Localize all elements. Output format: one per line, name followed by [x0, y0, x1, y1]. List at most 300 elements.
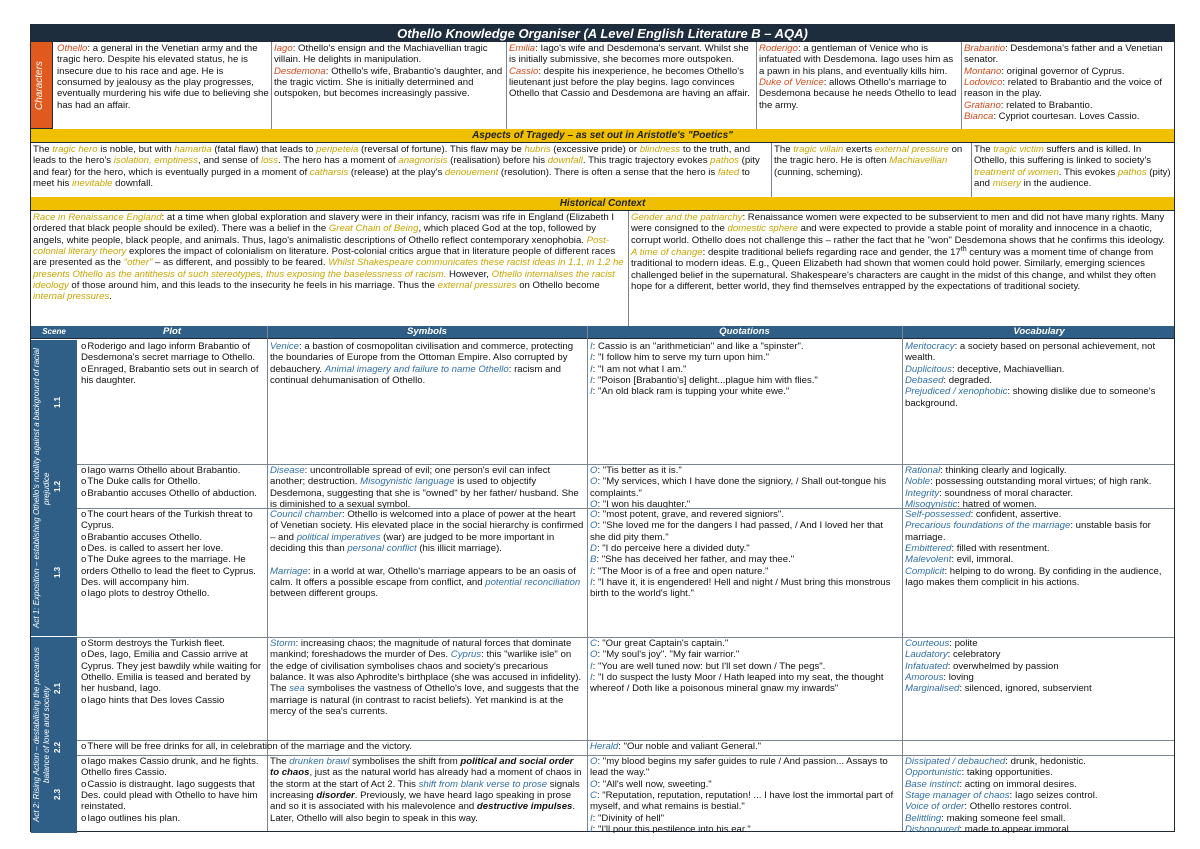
text-run: : Othello restores control. [964, 801, 1072, 813]
text-run: Whilst Shakespeare communicates these racist ideas in 1.1, in 1.2 he presents Othello as the antithesis of such stereotypes, thus exposing the baselessness of racism. [33, 257, 624, 280]
text-run: is used to objectify Desdemona, suggesting that she is "owned" by her father/ husband. She is diminished to a sexual symbol. [270, 476, 579, 508]
text-run: (pity and fear) for the hero, which is eventually purged in a moment of [33, 155, 760, 178]
scene-label: 2.3 [53, 788, 62, 800]
vocab-line [905, 824, 1174, 833]
plot-cell [77, 755, 267, 833]
text-run: on the tragic hero. He is often [774, 144, 963, 167]
text-run: (realisation) before his [447, 155, 548, 167]
text-run: B [590, 554, 597, 566]
vocabulary-cell [903, 464, 1176, 508]
text-run: peripeteia [316, 144, 359, 155]
quote-line [590, 364, 900, 375]
text-run: : "I have it, it is engendered! Hell and night / Must bring this monstrous birth to the world's light." [590, 576, 891, 600]
text-run: Duplicitous [905, 363, 952, 375]
text-run: : "Tis better as it is." [597, 465, 682, 476]
text-run: Dissipated / debauched [905, 756, 1006, 767]
text-run: Misogynistic [905, 498, 958, 508]
plot-item: o Iago hints that Des loves Cassio [81, 695, 265, 706]
text-run: : degraded. [943, 374, 992, 386]
text-run: I [590, 386, 593, 398]
quote-line [590, 566, 900, 577]
text-run: C [590, 789, 597, 801]
text-run: : "My soul's joy". "My fair warrior." [597, 649, 740, 661]
text-run: : taking opportunities. [961, 767, 1053, 779]
text-run: I [590, 352, 593, 364]
text-run: O [590, 520, 598, 532]
text-run: : "You are well tuned now: but I'll set down / The pegs". [592, 660, 826, 672]
quote-line [590, 790, 900, 813]
text-run: Debased [905, 374, 944, 386]
text-run: : "The Moor is of a free and open nature." [592, 565, 769, 577]
scene-label: 1.3 [53, 566, 62, 579]
text-run: symbolises the vastness of Othello's love, and suggests that the marriage is natural (in contrast to racist beliefs). Yet mankind is at the mercy of the sea's currents. [270, 683, 580, 717]
text-run: (fatal flaw) that leads to [211, 144, 317, 155]
vocab-line [905, 813, 1174, 824]
text-run: and were expected to provide a stable point of morality and innocence in a chaotic, corrupt world. Othello does not challenge this – rather the fact that he "won" Desdemona shows that he confirms this ideology. [631, 223, 1166, 246]
text-run: potential reconciliation [485, 576, 581, 588]
plot-item: o Des. is called to assert her love. [81, 543, 265, 554]
text-run: , which placed God at the top, followed by angels, white people, black people, and animals. Thus, Iago's animalistic descriptions of Othello reflect contemporary xenophobia. [33, 223, 597, 246]
vocab-line [905, 341, 1174, 364]
text-run: : Iago seizes control. [1009, 789, 1098, 801]
quote-line [590, 756, 900, 779]
plot-item: o The Duke agrees to the marriage. He orders Othello to lead the fleet to Cyprus. Des. will accompany him. [81, 554, 265, 588]
text-run: Belittling [905, 812, 942, 824]
quote-line [590, 554, 900, 565]
header-scene: Scene [42, 327, 66, 336]
text-run: symbolises the shift from [349, 756, 461, 767]
text-run: century was a moment time of change from traditional to modern ideas. E.g., Queen Elizabeth had shown that women could hold power. Similarly, emerging sciences challenged belief in the supernatural. Shakespeare's characters are caught in the midst of this change, and whilst they often hope for a different, better world, they find themselves entrapped by the expectations of traditional society. [631, 247, 1157, 293]
text-run: The [33, 144, 53, 155]
text-run: Race in Renaissance England [33, 212, 162, 223]
text-run: : soundness of moral character. [939, 487, 1073, 499]
vocab-line [905, 779, 1174, 790]
text-run: Base instinct [905, 778, 960, 790]
text-run: Laudatory [905, 649, 948, 661]
text-run: : loving [943, 671, 974, 683]
text-run: . This evokes [1058, 166, 1118, 178]
text-run: : increasing chaos; the magnitude of natural forces that dominate mankind; foreshadows the murder of Des. [270, 638, 572, 661]
quotations-cell [588, 637, 902, 740]
text-run: : "Poison [Brabantio's] delight...plague him with flies." [592, 374, 818, 386]
text-run: : filled with resentment. [951, 542, 1050, 554]
tragedy-heading: Aspects of Tragedy – as set out in Aristotle's "Poetics" [31, 129, 1174, 143]
text-run: . Later, Othello will also begin to speak in this way. [270, 801, 576, 824]
vocab-line [905, 520, 1174, 543]
text-run: Disease [270, 465, 305, 476]
text-run: . Previously, we have heard Iago speaking in prose and so it is associated with his malevolence and [270, 789, 572, 813]
quote-line [590, 824, 900, 833]
text-run: (excessive pride) or [550, 144, 640, 155]
symbols-cell [268, 508, 587, 637]
text-run: Courteous [905, 638, 950, 649]
plot-item: o There will be free drinks for all, in celebration of the marriage and the victory. [81, 741, 585, 752]
text-run: political imperatives [296, 531, 381, 543]
history-heading: Historical Context [31, 197, 1174, 211]
text-run: : "I do perceive here a divided duty." [596, 542, 750, 554]
text-run: tragic victim [993, 144, 1044, 155]
text-run: hamartia [174, 144, 212, 155]
text-run: , just as the natural world has already had a moment of chaos in the storm at the start of Act 2. This [270, 767, 582, 790]
text-run: suffers and is killed. In Othello, this suffering is linked to society's [974, 144, 1152, 167]
text-run: : confident, assertive. [970, 509, 1062, 520]
vocab-line [905, 756, 1174, 767]
text-run: The [974, 144, 994, 155]
quote-line [590, 813, 900, 824]
quote-line [590, 499, 900, 508]
text-run: D [590, 542, 597, 554]
text-run: Council chamber [270, 509, 342, 520]
text-run: "other" [123, 257, 153, 269]
character-card-minor: Brabantio: Desdemona's father and a Venetian senator. Montano: original governor of Cyprus. Lodovico: related to Brabantio and the voice of reason in the play. Gratiano: related to Brabantio. Bianca: Cypriot courtesan. Loves Cassio. [964, 43, 1163, 122]
text-run: : "my blood begins my safer guides to rule / And passion... Assays to lead the way." [590, 756, 888, 779]
text-run: external pressure [874, 144, 949, 155]
header-plot: Plot [162, 326, 182, 337]
text-run: : overwhelmed by passion [947, 660, 1059, 672]
text-run: Venice [270, 341, 299, 352]
text-run: : "I am not what I am." [592, 363, 687, 375]
text-run: Precarious foundations of the marriage [905, 520, 1071, 532]
plot-item: o The court hears of the Turkish threat to Cyprus. [81, 509, 265, 532]
text-run: Herald [590, 741, 619, 752]
text-run: : a bastion of cosmopolitan civilisation and commerce, protecting the boundaries of Europe from the Ottoman Empire. Also corrupted by debauchery. [270, 341, 574, 375]
text-run: blindness [639, 144, 681, 155]
plot-cell [77, 464, 267, 508]
text-run: external pressures [437, 279, 517, 291]
vocabulary-cell [903, 755, 1176, 833]
text-run: misery [992, 177, 1021, 189]
vocab-line [905, 465, 1174, 476]
text-run: , and sense of [198, 155, 261, 167]
text-run: treatment of women [974, 166, 1059, 178]
text-run: signals increasing [270, 778, 580, 801]
vocab-line [905, 386, 1174, 409]
text-run: shift from blank verse to prose [418, 778, 548, 790]
text-run: : celebratory [947, 649, 1001, 661]
text-run: : despite traditional beliefs regarding race and gender, the 17 [702, 247, 961, 259]
text-run: : unstable basis for marriage. [905, 520, 1151, 543]
vocab-line [905, 509, 1174, 520]
text-run: O [590, 756, 598, 767]
text-run: I [590, 363, 593, 375]
symbols-cell [268, 340, 587, 464]
text-run: (pity) and [974, 166, 1171, 189]
text-run: I [590, 374, 593, 386]
text-run: (release) at the play's [348, 166, 445, 178]
text-run: : made to appear immoral. [959, 823, 1072, 833]
text-run: – as different, and possibly to be feared. [152, 257, 329, 269]
text-run: Embittered [905, 542, 952, 554]
text-run: is noble, but with [97, 144, 175, 155]
text-run: : "An old black ram is tupping your white ewe." [592, 386, 790, 398]
text-run: O [590, 465, 598, 476]
text-run: drunken brawl [289, 756, 350, 767]
text-run: downfall [547, 155, 583, 167]
vocabulary-cell [903, 637, 1176, 740]
symbols-cell [268, 637, 587, 740]
text-run: tragic villain [793, 144, 844, 155]
vocab-line [905, 683, 1174, 694]
text-run: to the truth, and leads to the hero's [33, 144, 751, 167]
text-run: Malevolent [905, 554, 952, 566]
text-run: : racism and continual dehumanisation of Othello. [270, 363, 562, 386]
vocab-line [905, 801, 1174, 812]
text-run: : "All's well now, sweeting." [597, 778, 712, 790]
text-run: Marginalised [905, 683, 960, 695]
text-run: However, [446, 268, 492, 280]
text-run: I [590, 660, 593, 672]
text-run: Storm [270, 638, 296, 649]
text-run: I [590, 565, 593, 577]
quotations-cell [588, 740, 902, 755]
text-run: A time of change [631, 247, 703, 259]
text-run: . The hero has a moment of [278, 155, 399, 167]
text-run: Integrity [905, 487, 940, 499]
table-header [31, 326, 1174, 339]
text-run: Meritocracy [905, 341, 955, 352]
quote-line [590, 386, 900, 397]
text-run: : at a time when global exploration and slavery were in their infancy, racism was rife in England (Elizabeth I ordered that black people should be exiled). There was a belief in the [33, 212, 615, 235]
text-run: to meet his [33, 166, 750, 189]
text-run: destructive impulses [476, 801, 573, 813]
text-run: exerts [843, 144, 875, 155]
tragedy-hero-text [31, 143, 771, 197]
knowledge-organiser [30, 24, 1175, 832]
text-run: : a society based on personal achievement, not wealth. [905, 341, 1156, 364]
text-run: : silenced, ignored, subservient [959, 683, 1092, 695]
plot-item: o Cassio is distraught. Iago suggests that Des. could plead with Othello to have him reinstated. [81, 779, 265, 813]
plot-cell [77, 340, 267, 464]
text-run: (resolution). There is often a sense that the hero is [498, 166, 718, 178]
text-run: pathos [1117, 166, 1147, 178]
text-run: explores the impact of colonialism on literature. Post-colonial critics argue that in literature people of different races are presented as the [33, 245, 616, 269]
act1-side: Act 1: Exposition – establishing Othello's nobility against a background of racial prejudice [31, 340, 77, 637]
text-run: (reversal of fortune). This flaw may be [358, 144, 525, 155]
symbols-cell [268, 755, 587, 833]
vocab-line [905, 790, 1174, 801]
quotations-cell [588, 508, 902, 637]
vocab-line [905, 543, 1174, 554]
text-run: : in a world at war, Othello's marriage appears to be an oasis of calm. It offers a possible escape from conflict, and [270, 565, 576, 588]
header-quotations: Quotations [719, 326, 770, 337]
quote-line [590, 577, 900, 600]
plot-item: o Brabantio accuses Othello. [81, 532, 265, 543]
quote-line [590, 341, 900, 352]
text-run: between different groups. [270, 588, 379, 600]
text-run: fated [717, 166, 740, 178]
text-run: Dishonoured [905, 823, 960, 833]
quote-line [590, 520, 900, 543]
plot-item: o Iago plots to destroy Othello. [81, 588, 265, 599]
text-run: C [590, 638, 597, 649]
text-run: The [774, 144, 794, 155]
vocab-line [905, 364, 1174, 375]
quotations-cell [588, 464, 902, 508]
vocab-line [905, 488, 1174, 499]
text-run: pathos [710, 155, 739, 167]
text-run: : "I do suspect the lusty Moor / Hath leaped into my seat, the thought whereof / Doth like a poisonous mineral gnaw my inwards" [590, 671, 884, 695]
quote-line [590, 543, 900, 554]
quote-line [590, 638, 900, 649]
quotations-cell [588, 755, 902, 833]
history-change-text [631, 246, 1174, 292]
character-card-iago-desdemona: Iago: Othello's ensign and the Machiavellian tragic villain. He delights in manipulation. Desdemona: Othello's wife, Brabantio's daughter, and the tragic victim. She is initially determined and outspoken, but becomes increasingly passive. [274, 43, 503, 100]
plot-cell [77, 637, 267, 740]
plot-item: o Enraged, Brabantio sets out in search of his daughter. [81, 364, 265, 387]
text-run: : "Our noble and valiant General." [618, 741, 762, 752]
symbols-cell [268, 464, 587, 508]
text-run: : "I follow him to serve my turn upon him." [592, 352, 770, 364]
text-run: O [590, 509, 598, 520]
text-run: disorder [316, 789, 355, 801]
text-run: : "She loved me for the dangers I had passed, / And I loved her that she did pity them." [590, 520, 884, 543]
text-run: Animal imagery and failure to name Othello [324, 363, 509, 375]
text-run: catharsis [309, 166, 349, 178]
text-run: Rational [905, 465, 941, 476]
text-run: Complicit [905, 565, 945, 577]
text-run: political and social order to chaos [270, 756, 574, 779]
text-run: Self-possessed [905, 509, 971, 520]
text-run: : hatred of women. [957, 498, 1037, 508]
text-run: Prejudiced / xenophobic [905, 386, 1008, 398]
text-run: I [590, 341, 593, 352]
text-run: : acting on immoral desires. [959, 778, 1077, 790]
text-run: : "I'll pour this pestilence into his ear." [592, 823, 751, 833]
text-run: : possessing outstanding moral virtues; of high rank. [930, 476, 1152, 488]
text-run: : "Our great Captain's captain." [596, 638, 729, 649]
text-run: Infatuated [905, 660, 948, 672]
plot-cell [77, 508, 267, 637]
text-run: : Renaissance women were expected to be subservient to men and did not have many rights. Many were consigned to the [631, 212, 1165, 235]
tragedy-victim-text [972, 143, 1176, 197]
plot-item: o Roderigo and Iago inform Brabantio of Desdemona's secret marriage to Othello. [81, 341, 265, 364]
header-symbols: Symbols [407, 326, 447, 337]
scene-label: 1.1 [53, 396, 62, 408]
character-card-othello: Othello: a general in the Venetian army and the tragic hero. Despite his elevated status, he is insecure due to his race and age. He is consumed by jealousy as the play progresses, eventually murdering his wife due to believing she has had an affair. [57, 43, 269, 111]
text-run: I [590, 812, 593, 824]
text-run: O [590, 498, 598, 508]
text-run: loss [260, 155, 279, 167]
header-vocabulary: Vocabulary [1013, 326, 1065, 337]
plot-item: o Iago outlines his plan. [81, 813, 265, 824]
text-run: : making someone feel small. [941, 812, 1066, 824]
quote-line [590, 779, 900, 790]
text-run: I [590, 823, 593, 833]
text-run: I [590, 671, 593, 683]
vocabulary-cell [903, 508, 1176, 637]
text-run: I [590, 576, 593, 588]
text-run: : "My services, which I have done the signiory, / Shall out-tongue his complaints." [590, 476, 886, 499]
characters-side-label: Characters [31, 42, 53, 129]
plot-cell [77, 740, 587, 755]
history-gender-text [631, 212, 1174, 246]
character-card-roderigo-duke: Roderigo: a gentleman of Venice who is infatuated with Desdemona. Iago uses him as a pawn in his plans, and eventually kills him. Duke of Venice: allows Othello's marriage to Desdemona because he needs Othello to lead the army. [759, 43, 957, 111]
quote-line [590, 509, 900, 520]
text-run: (cunning, scheming). [774, 166, 864, 178]
history-race-text [31, 211, 628, 326]
text-run: isolation, emptiness [113, 155, 199, 167]
text-run: : thinking clearly and logically. [940, 465, 1067, 476]
text-run: denouement [444, 166, 499, 178]
text-run: : "She has deceived her father, and may thee." [596, 554, 795, 566]
history-right [629, 211, 1176, 326]
text-run: sea [289, 683, 305, 695]
text-run: personal conflict [347, 542, 417, 554]
vocab-line [905, 375, 1174, 386]
text-run: Misogynistic language [360, 476, 455, 488]
quote-line [590, 672, 900, 695]
text-run: downfall. [112, 177, 154, 189]
quote-line [590, 649, 900, 660]
text-run: : drunk, hedonistic. [1005, 756, 1086, 767]
vocab-line [905, 767, 1174, 778]
text-run: on Othello become [516, 279, 600, 291]
text-run: : "Reputation, reputation, reputation! ... I have lost the immortal part of myself, and what remains is bestial." [590, 789, 894, 813]
scene-label: 2.2 [53, 741, 62, 754]
quote-line [590, 465, 900, 476]
text-run: O [590, 476, 598, 488]
text-run: anagnorisis [398, 155, 448, 167]
text-run: Great Chain of Being [328, 223, 419, 235]
text-run: Gender and the patriarchy [631, 212, 743, 223]
text-run: : Othello is welcomed into a place of power at the heart of Venetian society. His elevated place in the social hierarchy is confirmed – and [270, 509, 584, 543]
quote-line [590, 661, 900, 672]
text-run: : deceptive, Machiavellian. [951, 363, 1065, 375]
plot-item: o The Duke calls for Othello. [81, 476, 265, 487]
text-run: Noble [905, 476, 931, 488]
vocab-line [905, 661, 1174, 672]
tragedy-villain-text [772, 143, 971, 197]
text-run: Cyprus [450, 649, 482, 661]
text-run: O [590, 649, 598, 661]
plot-item: o Storm destroys the Turkish fleet. [81, 638, 265, 649]
vocab-line [905, 566, 1174, 589]
quote-line [590, 741, 900, 752]
plot-item: o Iago makes Cassio drunk, and he fights. Othello fires Cassio. [81, 756, 265, 779]
scene-label: 2.1 [53, 682, 62, 695]
text-run: : "most potent, grave, and revered signiors". [597, 509, 784, 520]
text-run: Marriage [270, 565, 308, 577]
text-run: : "Divinity of hell" [592, 812, 664, 824]
text-run: Othello internalises the racist ideology [33, 268, 615, 291]
character-card-emilia-cassio: Emilia: Iago's wife and Desdemona's servant. Whilst she is initially submissive, she becomes more outspoken. Cassio: despite his inexperience, he becomes Othello's lieutenant just before the play begins. Iago convinces Othello that Cassio and Desdemona are having an affair. [509, 43, 750, 100]
text-run: (his illicit marriage). [416, 542, 502, 554]
text-run: : Cassio is an "arithmetician" and like a "spinster". [592, 341, 804, 352]
text-run: Post-colonial literary theory [33, 234, 610, 257]
text-run: in the audience. [1020, 177, 1092, 189]
vocab-line [905, 672, 1174, 683]
text-run: hubris [524, 144, 551, 155]
text-run: The [270, 756, 290, 767]
text-run: . [109, 291, 112, 303]
quote-line [590, 352, 900, 363]
text-run: : uncontrollable spread of evil; one person's evil can infect another; destruction. [270, 465, 551, 488]
quote-line [590, 375, 900, 386]
text-run: Machiavellian [889, 155, 948, 167]
text-run: Opportunistic [905, 767, 962, 779]
text-run: . This tragic trajectory evokes [582, 155, 711, 167]
scene-label: 1.2 [53, 480, 62, 492]
text-run: th [960, 245, 967, 253]
text-run: : polite [949, 638, 978, 649]
text-run: : helping to do wrong. By confiding in the audience, Iago makes them complicit in his actions. [905, 565, 1162, 588]
quote-line [590, 476, 900, 499]
vocab-line [905, 649, 1174, 660]
text-run: of those around him, and this leads to the insecurity he feels in his marriage. Thus the [68, 279, 438, 291]
text-run: tragic hero [52, 144, 98, 155]
text-run: (war) are judged to be more important in deciding this than [270, 531, 555, 554]
text-run: domestic sphere [727, 223, 798, 235]
